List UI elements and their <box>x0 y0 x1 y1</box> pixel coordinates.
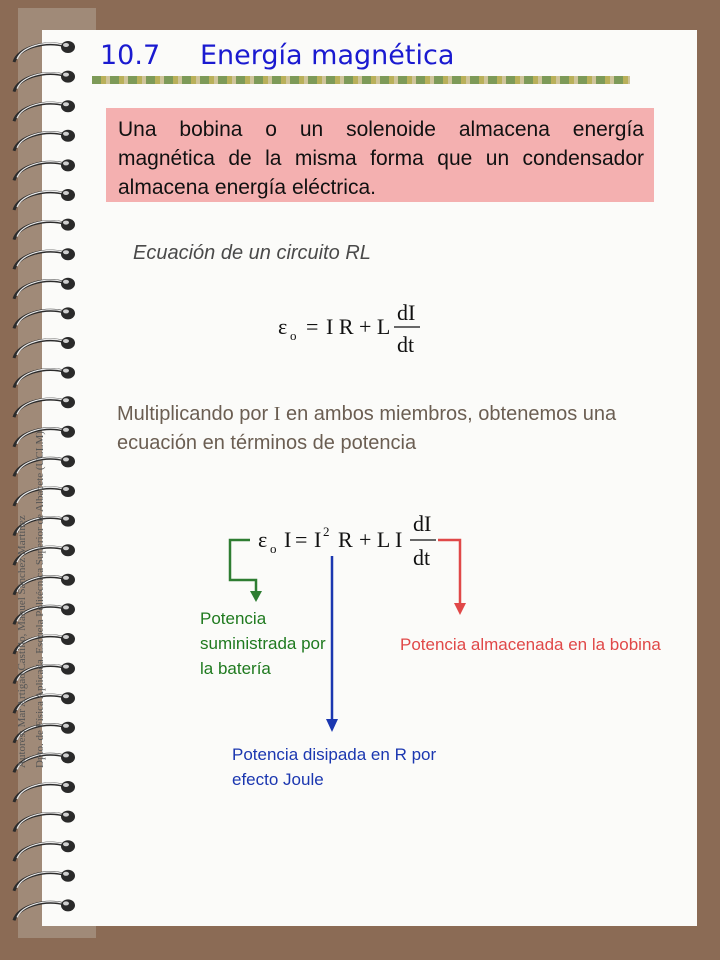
multiplication-before: Multiplicando por <box>117 403 274 425</box>
joule-power-label: Potencia disipada en R por efecto Joule <box>232 745 437 789</box>
section-number: 10.7 <box>100 40 161 71</box>
binder-ring <box>14 899 75 920</box>
p-i-squared: I <box>314 527 322 552</box>
binder-ring <box>14 248 75 269</box>
binder-ring <box>14 811 75 832</box>
multiplication-var: I <box>273 403 281 425</box>
multiplication-after: en ambos miembros, obtenemos una ecuación en términos de potencia <box>117 403 617 454</box>
credits-authors: Autores: Mar Artigao Castillo, Manuel Sánchez Martínez <box>16 515 28 768</box>
p-emf: ε <box>258 527 268 552</box>
binder-ring <box>14 870 75 891</box>
binder-ring <box>14 100 75 121</box>
binder-ring <box>14 130 75 151</box>
binder-ring <box>14 781 75 802</box>
credits-department: Dpto. de Física Aplicada. Escuela Politécnica Superior de Albacete (UCLM) <box>34 431 46 768</box>
rl-equation <box>270 296 430 358</box>
emf-symbol: ε <box>278 314 288 339</box>
intro-text: Una bobina o un solenoide almacena energía magnética de la misma forma que un condensador almacena energía eléctrica. <box>118 118 644 199</box>
binder-ring <box>14 307 75 328</box>
multiplication-text <box>117 400 697 458</box>
p-lhs-i: I <box>284 527 292 552</box>
spiral-binding <box>0 0 100 960</box>
p-denominator: dt <box>413 545 431 570</box>
fraction-denominator: dt <box>397 332 415 357</box>
binder-ring <box>14 41 75 62</box>
rl-rhs: I R + L <box>326 314 391 339</box>
section-title: Energía magnética <box>200 40 455 71</box>
binder-ring <box>14 396 75 417</box>
intro-box <box>106 108 654 202</box>
title-underline <box>92 76 630 84</box>
binder-ring <box>14 840 75 861</box>
binder-ring <box>14 189 75 210</box>
p-numerator: dI <box>413 511 432 536</box>
coil-power-label: Potencia almacenada en la bobina <box>400 635 661 654</box>
binder-ring <box>14 71 75 92</box>
binder-ring <box>14 159 75 180</box>
battery-power-label: Potencia suministrada por la batería <box>200 609 326 678</box>
p-exponent: 2 <box>323 524 330 539</box>
page-title <box>100 40 454 71</box>
equals-sign: = <box>306 314 319 339</box>
p-r: R <box>338 527 353 552</box>
p-emf-sub: o <box>270 541 277 556</box>
p-plus-li: + L I <box>359 527 403 552</box>
p-equals: = <box>295 527 308 552</box>
binder-ring <box>14 367 75 388</box>
emf-subscript: o <box>290 328 297 343</box>
rl-heading: Ecuación de un circuito RL <box>133 242 371 264</box>
binder-ring <box>14 337 75 358</box>
fraction-numerator: dI <box>397 300 416 325</box>
binder-ring <box>14 219 75 240</box>
binder-ring <box>14 278 75 299</box>
